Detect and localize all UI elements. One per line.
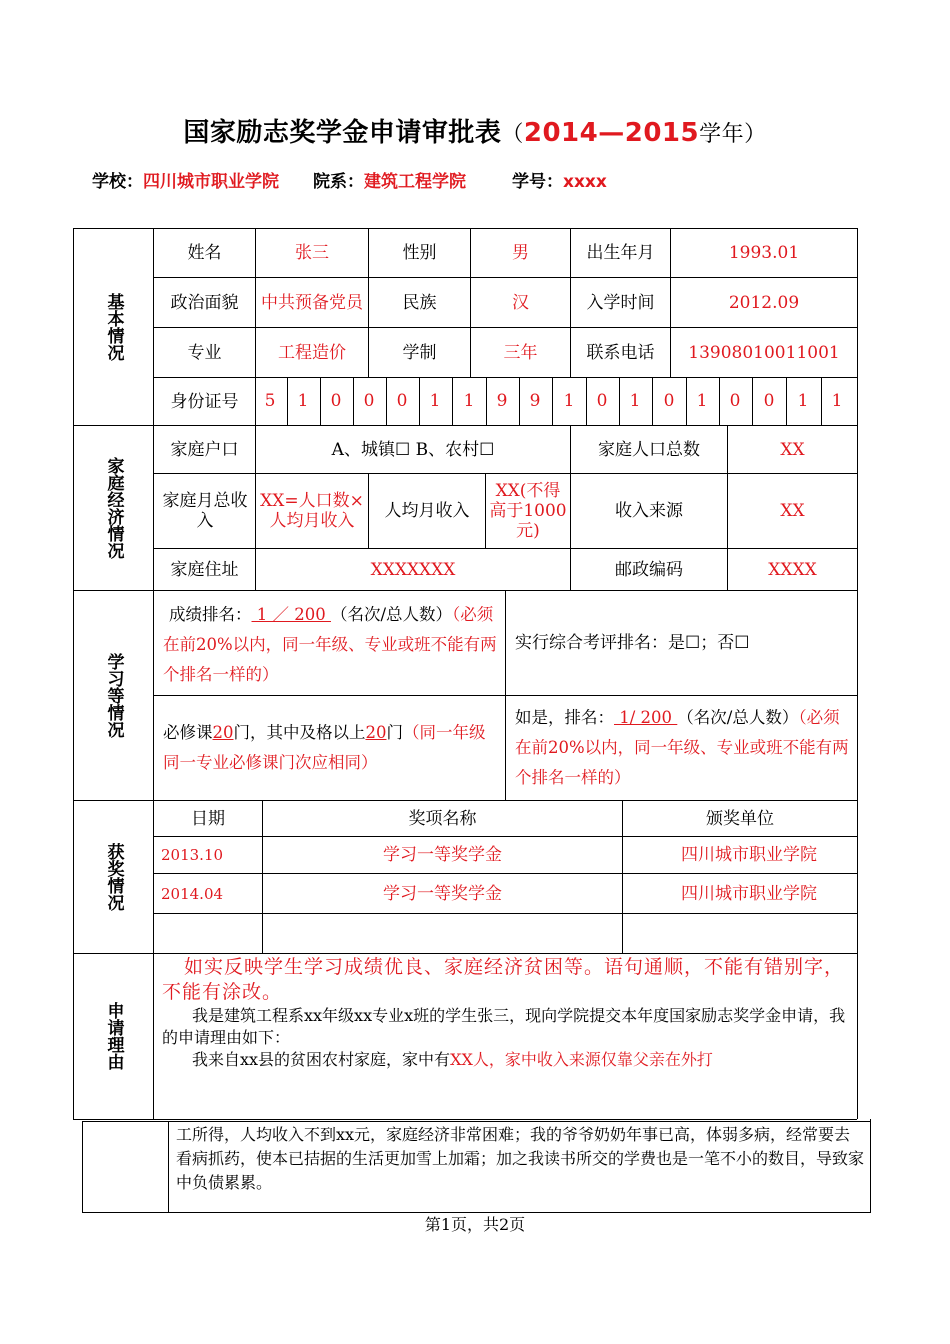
hukou-label: 家庭户口 bbox=[170, 439, 239, 460]
section-study: 学习等情况 bbox=[103, 652, 124, 738]
idcard-digit[interactable]: 0 bbox=[729, 391, 741, 411]
idcard-digit[interactable]: 1 bbox=[297, 391, 309, 411]
birth-label: 出生年月 bbox=[586, 243, 655, 263]
title-xuenian: 学年 bbox=[699, 122, 745, 147]
idcard-digit[interactable]: 9 bbox=[529, 391, 541, 411]
idcard-digit[interactable]: 0 bbox=[763, 391, 775, 411]
political-label: 政治面貌 bbox=[170, 292, 239, 313]
idcard-digit[interactable]: 1 bbox=[563, 391, 575, 411]
title-main: 国家励志奖学金申请审批表 bbox=[183, 118, 502, 148]
idcard-digit[interactable]: 0 bbox=[396, 391, 408, 411]
reason-paragraph-1: 我是建筑工程系xx年级xx专业x班的学生张三，现向学院提交本年度国家励志奖学金申请，我的申请理由如下： bbox=[162, 1006, 846, 1047]
award-org[interactable]: 四川城市职业学院 bbox=[681, 845, 817, 865]
monthly-income-value[interactable]: XX=人口数×人均月收入 bbox=[260, 491, 364, 531]
idcard-digit[interactable]: 9 bbox=[496, 391, 508, 411]
idcard-digit[interactable]: 0 bbox=[330, 391, 342, 411]
name-value[interactable]: 张三 bbox=[295, 243, 329, 263]
form-title bbox=[0, 112, 950, 149]
reason-note: 如实反映学生学习成绩优良、家庭经济贫困等。语句通顺，不能有错别字，不能有涂改。 bbox=[162, 956, 845, 1003]
hukou-options[interactable]: A、城镇☐ B、农村☐ bbox=[331, 439, 495, 460]
political-value[interactable]: 中共预备党员 bbox=[261, 292, 363, 313]
ethnic-label: 民族 bbox=[402, 292, 437, 313]
student-id-label: 学号： bbox=[512, 172, 563, 192]
percap-value[interactable]: XX(不得高于1000元) bbox=[489, 481, 567, 541]
award-name[interactable]: 学习一等奖学金 bbox=[383, 883, 502, 904]
rank-prefix: 成绩排名： bbox=[169, 605, 252, 624]
section-family: 家庭经济情况 bbox=[103, 456, 124, 559]
required-total[interactable]: 20 bbox=[212, 723, 234, 742]
required-block bbox=[163, 718, 501, 778]
idcard-digit[interactable]: 0 bbox=[596, 391, 608, 411]
title-paren-open: （ bbox=[501, 122, 524, 147]
award-name[interactable]: 学习一等奖学金 bbox=[383, 845, 502, 865]
source-value[interactable]: XX bbox=[780, 501, 805, 521]
reason-p2-b: XX人，家中收入来源仅靠父亲在外打 bbox=[450, 1050, 713, 1069]
enroll-label: 入学时间 bbox=[586, 292, 655, 313]
eval-text[interactable]: 实行综合考评排名：是☐；否☐ bbox=[515, 633, 750, 653]
required-c: 门 bbox=[386, 723, 403, 742]
gender-label: 性别 bbox=[402, 243, 437, 263]
if-value[interactable]: 1/ 200 bbox=[614, 708, 678, 727]
rank-value[interactable]: 1 ／ 200 bbox=[251, 605, 331, 624]
birth-value[interactable]: 1993.01 bbox=[728, 243, 800, 263]
major-label: 专业 bbox=[187, 342, 222, 363]
section-basic: 基本情况 bbox=[103, 292, 124, 361]
section-awards: 获奖情况 bbox=[103, 842, 124, 911]
school-value: 四川城市职业学院 bbox=[143, 172, 279, 192]
school-label: 学校： bbox=[92, 172, 143, 192]
required-passed[interactable]: 20 bbox=[365, 723, 387, 742]
phone-value[interactable]: 13908010011001 bbox=[688, 342, 840, 363]
idcard-digit[interactable]: 5 bbox=[264, 391, 276, 411]
idcard-digit[interactable]: 1 bbox=[696, 391, 708, 411]
reason-continuation: 工所得，人均收入不到xx元，家庭经济非常困难；我的爷爷奶奶年事已高，体弱多病，经常要去看病抓药，使本已拮据的生活更加雪上加霜；加之我读书所交的学费也是一笔不小的数目，导致家中负债累累。 bbox=[176, 1125, 865, 1192]
idcard-digit[interactable]: 0 bbox=[663, 391, 675, 411]
idcard-label: 身份证号 bbox=[170, 391, 239, 412]
title-paren-close: ） bbox=[744, 122, 767, 147]
dept-label: 院系： bbox=[313, 172, 364, 192]
idcard-digit[interactable]: 1 bbox=[797, 391, 809, 411]
student-id-value: xxxx bbox=[563, 172, 607, 192]
awards-col-org: 颁奖单位 bbox=[706, 808, 774, 829]
required-note: （同一年级同一专业必修课门次应相同） bbox=[163, 723, 486, 772]
source-label: 收入来源 bbox=[615, 501, 683, 521]
phone-label: 联系电话 bbox=[586, 342, 655, 363]
monthly-income-label: 家庭月总收入 bbox=[162, 491, 248, 531]
if-suffix: （名次/总人数） bbox=[677, 708, 799, 727]
rank-block bbox=[163, 600, 501, 690]
rank-suffix: （名次/总人数） bbox=[330, 605, 453, 624]
gender-value[interactable]: 男 bbox=[512, 243, 529, 263]
header-info bbox=[92, 167, 607, 192]
award-date[interactable]: 2014.04 bbox=[161, 884, 224, 903]
award-date[interactable]: 2013.10 bbox=[161, 846, 224, 864]
ethnic-value[interactable]: 汉 bbox=[512, 292, 529, 313]
percap-label: 人均月收入 bbox=[384, 501, 470, 521]
section-reason: 申请理由 bbox=[103, 1002, 124, 1070]
required-a: 必修课 bbox=[163, 723, 213, 742]
page-footer: 第1页，共2页 bbox=[424, 1215, 526, 1234]
length-value[interactable]: 三年 bbox=[503, 342, 538, 363]
postcode-label: 邮政编码 bbox=[615, 559, 683, 580]
if-note: （必须在前20%以内，同一年级、专业或班不能有两个排名一样的） bbox=[515, 708, 849, 787]
awards-col-name: 奖项名称 bbox=[408, 808, 477, 829]
awards-col-date: 日期 bbox=[191, 808, 225, 829]
reason-p2-a: 我来自xx县的贫困农村家庭，家中有 bbox=[192, 1050, 451, 1069]
idcard-digit[interactable]: 1 bbox=[629, 391, 641, 411]
idcard-digit[interactable]: 1 bbox=[463, 391, 475, 411]
if-prefix: 如是，排名： bbox=[515, 708, 614, 727]
enroll-value[interactable]: 2012.09 bbox=[728, 292, 800, 313]
idcard-digit[interactable]: 0 bbox=[363, 391, 375, 411]
idcard-digit[interactable]: 1 bbox=[429, 391, 441, 411]
rank-note: （必须在前20%以内，同一年级、专业或班不能有两个排名一样的） bbox=[163, 605, 497, 684]
title-year-range: 2014—2015 bbox=[523, 118, 700, 148]
name-label: 姓名 bbox=[187, 243, 222, 263]
address-value[interactable]: XXXXXXX bbox=[370, 559, 456, 580]
reason-text[interactable] bbox=[162, 955, 852, 1071]
reason-paragraph-2 bbox=[162, 1049, 852, 1071]
if-rank-block bbox=[515, 703, 855, 793]
postcode-value[interactable]: XXXX bbox=[768, 559, 817, 580]
award-org[interactable]: 四川城市职业学院 bbox=[681, 883, 817, 904]
major-value[interactable]: 工程造价 bbox=[278, 342, 346, 363]
required-b: 门，其中及格以上 bbox=[233, 723, 366, 742]
idcard-digit[interactable]: 1 bbox=[831, 391, 843, 411]
members-value[interactable]: XX bbox=[780, 439, 805, 460]
members-label: 家庭人口总数 bbox=[598, 439, 700, 460]
address-label: 家庭住址 bbox=[170, 559, 239, 580]
dept-value: 建筑工程学院 bbox=[364, 172, 466, 192]
length-label: 学制 bbox=[402, 342, 437, 363]
